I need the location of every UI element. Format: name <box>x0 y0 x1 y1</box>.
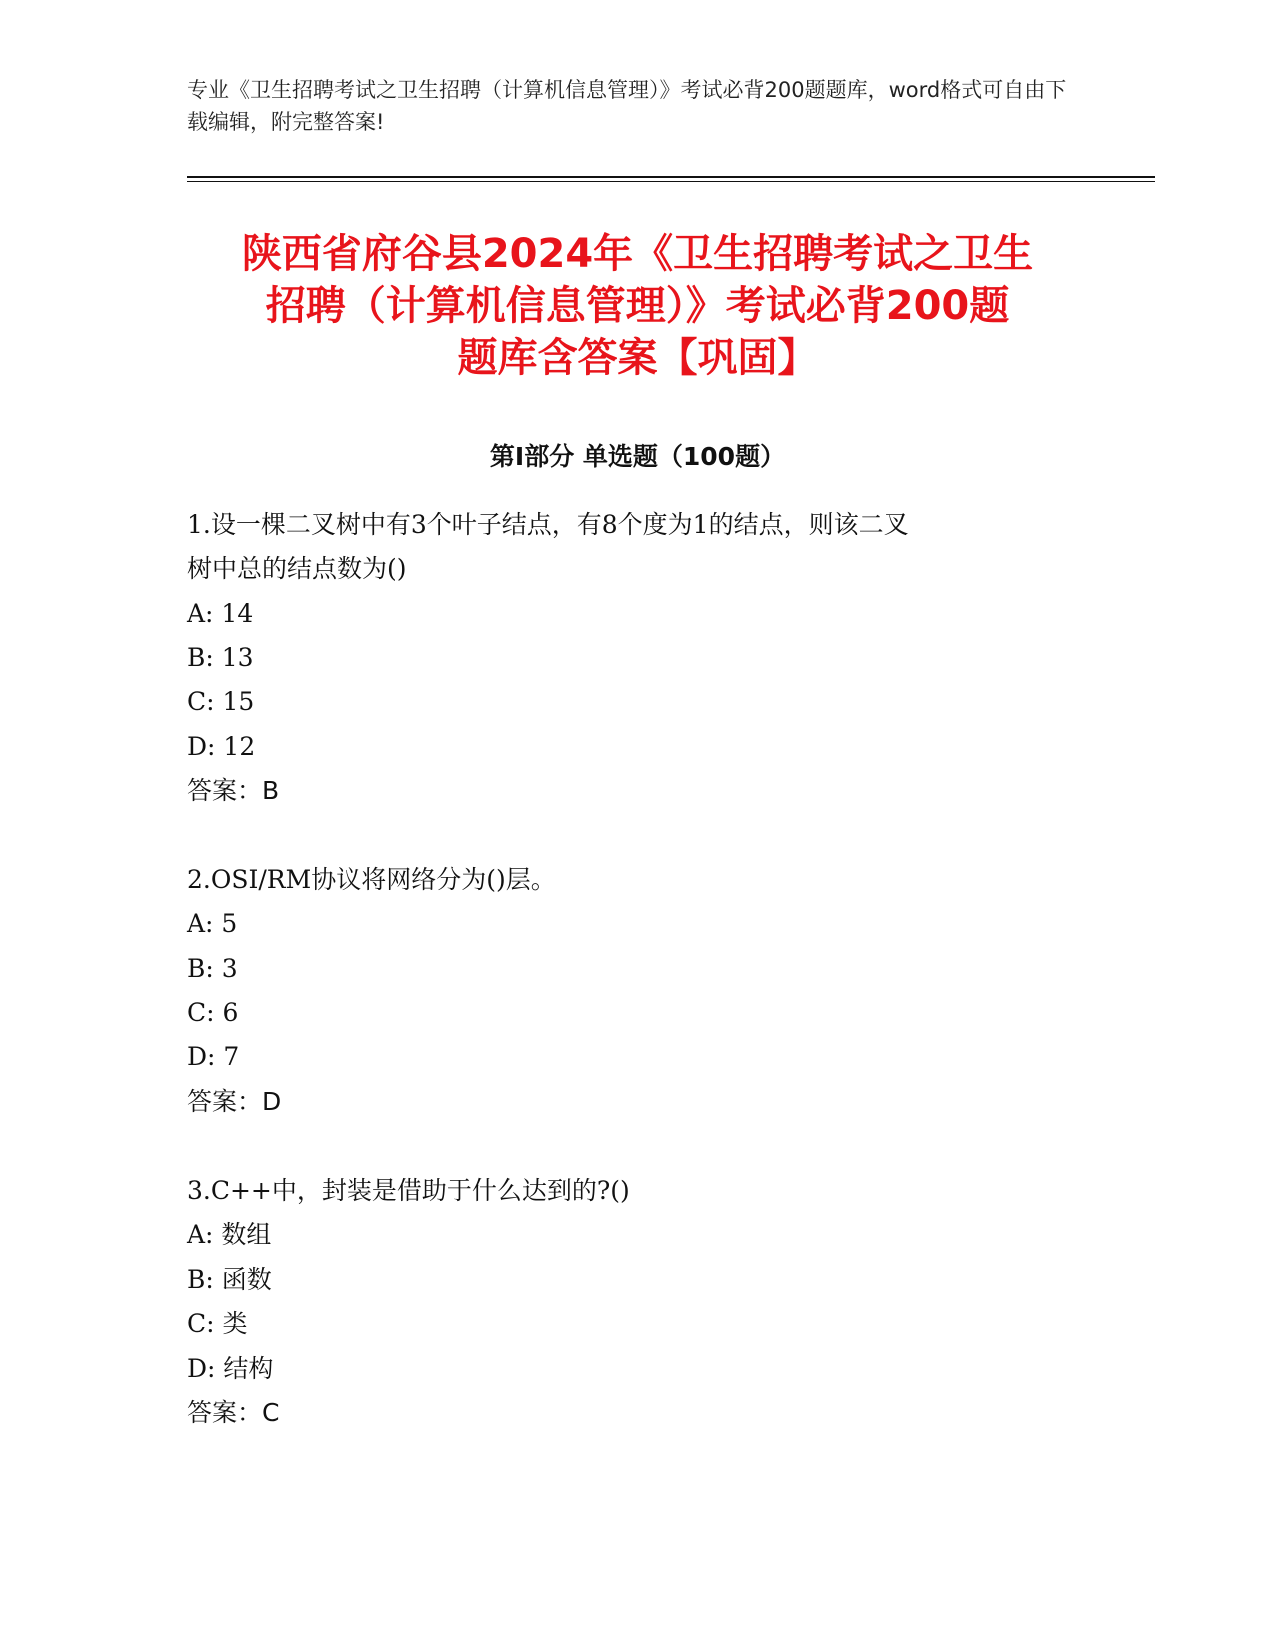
header-divider-thick <box>187 176 1155 178</box>
question-1-option-b: B: 13 <box>187 643 254 672</box>
question-3-option-d: D: 结构 <box>187 1354 274 1383</box>
question-1-stem-line-1: 1.设一棵二叉树中有3个叶子结点，有8个度为1的结点，则该二叉 <box>187 510 909 539</box>
question-2-option-b: B: 3 <box>187 954 238 983</box>
question-2-option-c: C: 6 <box>187 998 239 1027</box>
question-1-stem-line-2: 树中总的结点数为() <box>187 554 407 583</box>
section-title: 第I部分 单选题（100题） <box>489 442 786 471</box>
question-2-option-a: A: 5 <box>187 909 238 938</box>
title-line-3: 题库含答案【巩固】 <box>457 335 818 381</box>
question-3-stem-line-1: 3.C++中，封装是借助于什么达到的?() <box>187 1176 630 1205</box>
header-divider-thin <box>187 181 1155 182</box>
question-2-answer: 答案：D <box>187 1087 282 1116</box>
question-1-option-d: D: 12 <box>187 732 256 761</box>
question-1-answer: 答案：B <box>187 776 280 805</box>
title-line-1: 陕西省府谷县2024年《卫生招聘考试之卫生 <box>241 231 1034 277</box>
question-1-option-c: C: 15 <box>187 687 255 716</box>
document-title <box>160 228 1115 384</box>
question-3-answer: 答案：C <box>187 1398 280 1427</box>
title-line-2: 招聘（计算机信息管理）》考试必背200题 <box>265 283 1010 329</box>
question-1-option-a: A: 14 <box>187 599 254 628</box>
question-3-option-c: C: 类 <box>187 1309 248 1338</box>
question-2-option-d: D: 7 <box>187 1042 240 1071</box>
question-3-option-b: B: 函数 <box>187 1265 272 1294</box>
question-3-option-a: A: 数组 <box>187 1220 272 1249</box>
header-note: 专业《卫生招聘考试之卫生招聘（计算机信息管理）》考试必背200题题库，word格式可自由下载编辑，附完整答案! <box>187 78 1067 134</box>
question-2-stem-line-1: 2.OSI/RM协议将网络分为()层。 <box>187 865 556 894</box>
